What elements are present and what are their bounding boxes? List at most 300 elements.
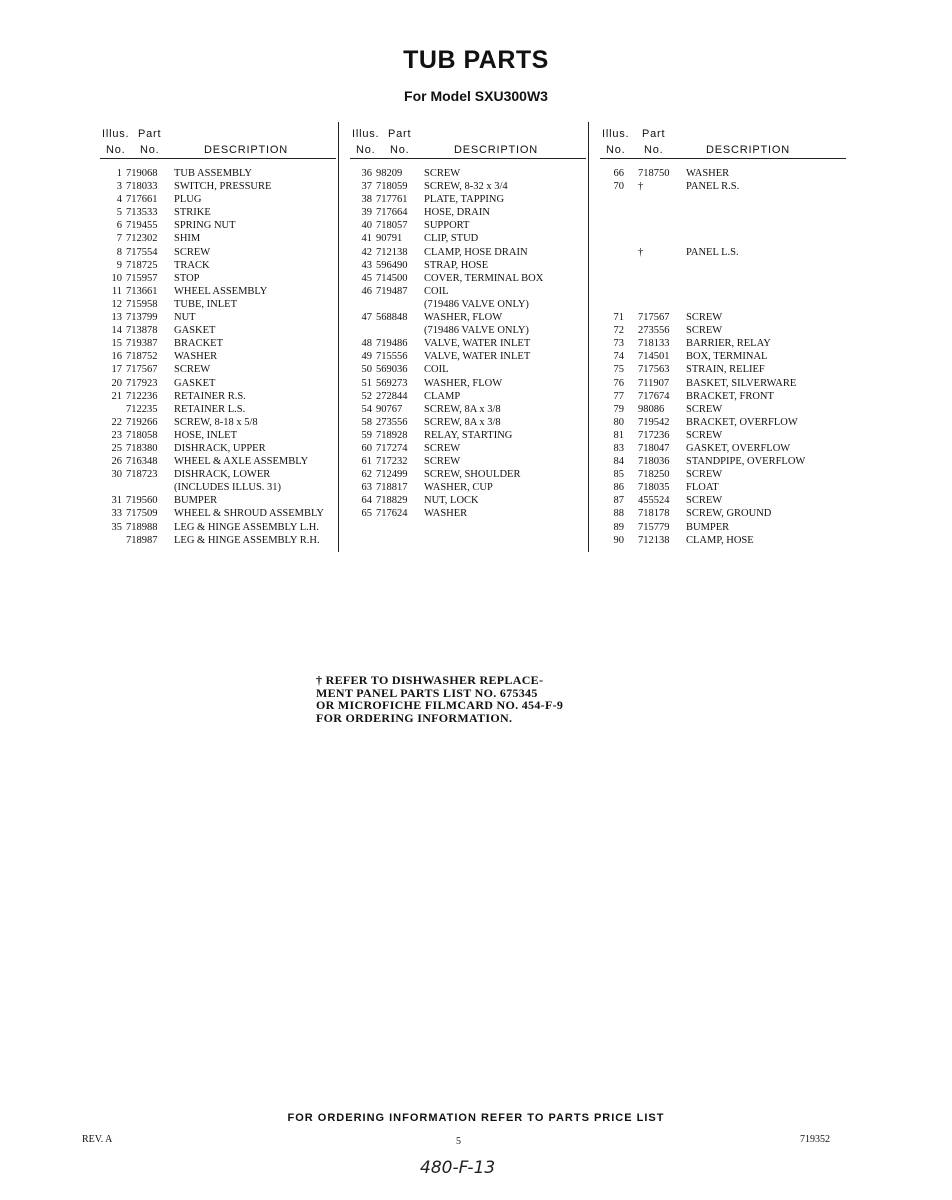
part-description: PLATE, TAPPING [424, 194, 505, 206]
part-description: VALVE, WATER INLET [424, 338, 531, 350]
parts-row [100, 219, 336, 232]
part-description: COIL [424, 285, 449, 297]
parts-row [100, 167, 336, 180]
part-description: SHIM [174, 233, 201, 245]
parts-column-3 [600, 126, 846, 547]
part-description: SWITCH, PRESSURE [174, 181, 272, 193]
header-no: No. [644, 144, 664, 156]
part-number: 717923 [126, 377, 158, 389]
part-number: 717664 [376, 207, 408, 219]
part-description: VALVE, WATER INLET [424, 351, 531, 363]
parts-row [600, 455, 846, 468]
part-description: SCREW, 8-18 x 5/8 [174, 416, 258, 428]
part-description: TRACK [174, 259, 210, 271]
part-description: BRACKET, FRONT [686, 390, 774, 402]
illus-number: 49 [361, 351, 372, 363]
parts-row [100, 180, 336, 193]
illus-number: 1 [116, 168, 122, 179]
parts-row [600, 324, 846, 337]
footnote-line: FOR ORDERING INFORMATION. [316, 710, 513, 725]
part-number: 718750 [638, 168, 670, 179]
parts-row [600, 311, 846, 324]
part-number: 272844 [376, 390, 408, 402]
parts-row [350, 167, 586, 180]
part-description: HOSE, DRAIN [424, 207, 490, 219]
parts-row [100, 377, 336, 390]
part-description: NUT [174, 312, 196, 324]
part-description: BOX, TERMINAL [686, 351, 768, 363]
header-no: No. [606, 144, 626, 156]
illus-number: 21 [111, 390, 122, 402]
illus-number: 47 [361, 312, 372, 324]
illus-number: 12 [111, 298, 122, 310]
illus-number: 71 [613, 312, 624, 324]
part-description: RELAY, STARTING [424, 429, 513, 441]
parts-row [600, 390, 846, 403]
illus-number: 48 [361, 338, 372, 350]
part-description: STRAIN, RELIEF [686, 364, 765, 376]
illus-number: 43 [361, 259, 372, 271]
column-header [350, 126, 586, 159]
illus-number: 58 [361, 416, 372, 428]
part-number: 718047 [638, 442, 670, 454]
illus-number: 26 [111, 456, 122, 468]
part-number: 714500 [376, 272, 408, 284]
part-description: LEG & HINGE ASSEMBLY R.H. [174, 534, 320, 546]
parts-row [100, 363, 336, 376]
parts-row [600, 363, 846, 376]
illus-number: 20 [111, 377, 122, 389]
parts-row [350, 390, 586, 403]
part-description: SCREW [686, 403, 723, 415]
parts-row [350, 481, 586, 494]
part-number: 719486 [376, 338, 408, 350]
parts-row [350, 206, 586, 219]
illus-number: 31 [111, 495, 122, 507]
parts-row [600, 521, 846, 534]
part-number: 717554 [126, 246, 158, 258]
parts-row [100, 206, 336, 219]
illus-number: 81 [613, 429, 624, 441]
part-number: 569036 [376, 364, 408, 376]
part-number: 718058 [126, 429, 158, 441]
illus-number: 77 [613, 390, 624, 402]
parts-row [600, 534, 846, 547]
part-number: 718035 [638, 482, 670, 494]
part-description: SCREW [424, 456, 461, 468]
part-description: PLUG [174, 194, 202, 206]
illus-number: 3 [116, 181, 122, 193]
header-illus: Illus. [102, 128, 130, 140]
part-description: SPRING NUT [174, 220, 236, 232]
illus-number: 41 [361, 233, 372, 245]
part-number: 712138 [638, 534, 670, 546]
illus-number: 63 [361, 482, 372, 494]
column-divider [588, 122, 589, 552]
parts-row [600, 206, 846, 219]
part-description: WASHER, FLOW [424, 312, 503, 324]
header-no: No. [106, 144, 126, 156]
parts-row [100, 494, 336, 507]
column-divider [338, 122, 339, 552]
part-number: 717563 [638, 364, 670, 376]
illus-number: 79 [613, 403, 624, 415]
illus-number: 89 [613, 521, 624, 533]
illus-number: 90 [613, 534, 624, 546]
part-number: 712235 [126, 403, 158, 415]
part-number: 569273 [376, 377, 408, 389]
part-description: (719486 VALVE ONLY) [424, 325, 529, 337]
part-description: CLAMP, HOSE [686, 534, 754, 546]
parts-row [350, 429, 586, 442]
column-header [600, 126, 846, 159]
part-description: PANEL R.S. [686, 181, 740, 193]
part-description: CLAMP [424, 390, 461, 402]
illus-number: 39 [361, 207, 372, 219]
parts-row [350, 377, 586, 390]
illus-number: 59 [361, 429, 372, 441]
parts-column-2 [350, 126, 586, 521]
parts-row [600, 232, 846, 245]
footnote-line: † REFER TO DISHWASHER REPLACE- [316, 673, 544, 687]
part-number: 718988 [126, 521, 158, 533]
parts-row [600, 416, 846, 429]
parts-row [350, 363, 586, 376]
ordering-footer: FOR ORDERING INFORMATION REFER TO PARTS PRICE LIST [287, 1112, 665, 1124]
illus-number: 16 [111, 351, 122, 363]
part-number: 716348 [126, 456, 158, 468]
illus-number: 60 [361, 442, 372, 454]
part-number: 718178 [638, 508, 670, 520]
part-number: 712236 [126, 390, 158, 402]
illus-number: 70 [613, 181, 624, 193]
part-number: 718133 [638, 338, 670, 350]
illus-number: 65 [361, 508, 372, 520]
parts-row [100, 481, 336, 494]
part-number: 718036 [638, 456, 670, 468]
parts-row [100, 429, 336, 442]
illus-number: 85 [613, 469, 624, 481]
part-number: 719455 [126, 220, 158, 232]
header-description: DESCRIPTION [706, 144, 790, 156]
part-description: NUT, LOCK [424, 495, 479, 507]
part-description: SCREW, SHOULDER [424, 469, 521, 481]
part-number: 98209 [376, 168, 403, 179]
illus-number: 54 [361, 403, 372, 415]
part-description: COVER, TERMINAL BOX [424, 272, 544, 284]
part-number: 719068 [126, 168, 158, 179]
parts-column-1 [100, 126, 336, 547]
illus-number: 51 [361, 377, 372, 389]
parts-row [100, 246, 336, 259]
part-description: STOP [174, 272, 200, 284]
part-description: SCREW [174, 246, 211, 258]
part-number: 718928 [376, 429, 408, 441]
page-title: TUB PARTS [403, 46, 549, 74]
part-description: SCREW, 8-32 x 3/4 [424, 181, 508, 193]
parts-rows [350, 167, 586, 521]
parts-row [100, 416, 336, 429]
parts-row [100, 337, 336, 350]
illus-number: 42 [361, 246, 372, 258]
part-description: SCREW, 8A x 3/8 [424, 403, 501, 415]
illus-number: 87 [613, 495, 624, 507]
illus-number: 10 [111, 272, 122, 284]
illus-number: 88 [613, 508, 624, 520]
illus-number: 30 [111, 469, 122, 481]
part-number: 718723 [126, 469, 158, 481]
parts-row [100, 324, 336, 337]
parts-row [350, 219, 586, 232]
illus-number: 45 [361, 272, 372, 284]
part-number: 715958 [126, 298, 158, 310]
part-number: 719560 [126, 495, 158, 507]
illus-number: 75 [613, 364, 624, 376]
part-number: 713533 [126, 207, 158, 219]
part-description: (INCLUDES ILLUS. 31) [174, 482, 282, 494]
parts-rows [600, 167, 846, 547]
part-number: 719266 [126, 416, 158, 428]
illus-number: 38 [361, 194, 372, 206]
illus-number: 23 [111, 429, 122, 441]
part-number: 717232 [376, 456, 408, 468]
part-number: 719387 [126, 338, 158, 350]
dagger-footnote [316, 674, 636, 724]
parts-row [600, 429, 846, 442]
part-description: SCREW, 8A x 3/8 [424, 416, 501, 428]
part-number: 596490 [376, 259, 408, 271]
parts-row [100, 403, 336, 416]
part-number: 718817 [376, 482, 408, 494]
part-description: WHEEL & AXLE ASSEMBLY [174, 456, 309, 468]
part-description: SCREW, GROUND [686, 508, 772, 520]
revision-label: REV. A [82, 1134, 113, 1145]
part-number: 719487 [376, 285, 408, 297]
part-number: 718057 [376, 220, 408, 232]
part-description: WASHER, CUP [424, 482, 493, 494]
parts-row [350, 507, 586, 520]
parts-row [350, 232, 586, 245]
part-description: TUB ASSEMBLY [174, 168, 253, 179]
illus-number: 40 [361, 220, 372, 232]
header-no: No. [390, 144, 410, 156]
parts-row [600, 180, 846, 193]
illus-number: 66 [613, 168, 624, 179]
illus-number: 84 [613, 456, 624, 468]
part-description: STRAP, HOSE [424, 259, 489, 271]
part-number: 90767 [376, 403, 403, 415]
part-number: 717661 [126, 194, 158, 206]
part-number: 714501 [638, 351, 670, 363]
parts-row [350, 403, 586, 416]
part-number: 718250 [638, 469, 670, 481]
illus-number: 36 [361, 168, 372, 179]
part-number: 717567 [126, 364, 158, 376]
illus-number: 7 [116, 233, 122, 245]
part-description: BRACKET, OVERFLOW [686, 416, 798, 428]
parts-row [350, 416, 586, 429]
part-number: 273556 [638, 325, 670, 337]
header-no: No. [356, 144, 376, 156]
part-description: CLIP, STUD [424, 233, 479, 245]
illus-number: 35 [111, 521, 122, 533]
part-number: 715779 [638, 521, 670, 533]
parts-row [600, 377, 846, 390]
illus-number: 80 [613, 416, 624, 428]
parts-row [350, 246, 586, 259]
parts-row [600, 193, 846, 206]
illus-number: 25 [111, 442, 122, 454]
illus-number: 64 [361, 495, 372, 507]
handwritten-annotation: 480-F-13 [420, 1158, 496, 1178]
header-description: DESCRIPTION [454, 144, 538, 156]
illus-number: 5 [116, 207, 122, 219]
part-description: BRACKET [174, 338, 224, 350]
parts-row [100, 521, 336, 534]
part-number: † [638, 246, 644, 258]
illus-number: 46 [361, 285, 372, 297]
parts-row [600, 403, 846, 416]
part-description: COIL [424, 364, 449, 376]
header-illus: Illus. [352, 128, 380, 140]
parts-row [350, 298, 586, 311]
parts-row [350, 285, 586, 298]
part-number: 712499 [376, 469, 408, 481]
part-number: 718725 [126, 259, 158, 271]
part-number: 717236 [638, 429, 670, 441]
parts-row [100, 232, 336, 245]
part-number: 715556 [376, 351, 408, 363]
illus-number: 8 [116, 246, 122, 258]
part-description: DISHRACK, UPPER [174, 442, 266, 454]
part-description: GASKET [174, 325, 216, 337]
part-number: 568848 [376, 312, 408, 324]
illus-number: 6 [116, 220, 122, 232]
part-number: 718033 [126, 181, 158, 193]
illus-number: 76 [613, 377, 624, 389]
part-number: 718059 [376, 181, 408, 193]
header-description: DESCRIPTION [204, 144, 288, 156]
parts-row [100, 468, 336, 481]
illus-number: 83 [613, 442, 624, 454]
part-description: DISHRACK, LOWER [174, 469, 271, 481]
parts-row [350, 494, 586, 507]
parts-row [350, 442, 586, 455]
parts-row [100, 285, 336, 298]
illus-number: 15 [111, 338, 122, 350]
parts-row [350, 324, 586, 337]
parts-row [350, 272, 586, 285]
header-part: Part [138, 128, 162, 140]
part-description: SCREW [424, 168, 461, 179]
page-number: 5 [456, 1136, 461, 1147]
parts-row [100, 390, 336, 403]
part-description: WASHER, FLOW [424, 377, 503, 389]
part-description: RETAINER L.S. [174, 403, 246, 415]
part-description: BARRIER, RELAY [686, 338, 771, 350]
parts-row [350, 350, 586, 363]
part-number: 718380 [126, 442, 158, 454]
parts-row [100, 455, 336, 468]
illus-number: 17 [111, 364, 122, 376]
parts-row [600, 337, 846, 350]
parts-row [100, 442, 336, 455]
parts-row [100, 259, 336, 272]
part-number: 717761 [376, 194, 408, 206]
part-number: 719542 [638, 416, 670, 428]
parts-row [100, 272, 336, 285]
part-description: STRIKE [174, 207, 211, 219]
parts-row [100, 350, 336, 363]
part-description: HOSE, INLET [174, 429, 237, 441]
part-number: 718987 [126, 534, 158, 546]
parts-row [600, 481, 846, 494]
parts-row [600, 219, 846, 232]
part-description: SUPPORT [424, 220, 470, 232]
header-no: No. [140, 144, 160, 156]
part-description: BASKET, SILVERWARE [686, 377, 797, 389]
part-description: GASKET [174, 377, 216, 389]
part-number: 717509 [126, 508, 158, 520]
illus-number: 86 [613, 482, 624, 494]
part-description: TUBE, INLET [174, 298, 237, 310]
illus-number: 9 [116, 259, 122, 271]
part-number: † [638, 181, 644, 193]
header-part: Part [388, 128, 412, 140]
part-number: 717624 [376, 508, 408, 520]
part-description: CLAMP, HOSE DRAIN [424, 246, 528, 258]
part-number: 713799 [126, 312, 158, 324]
part-description: BUMPER [686, 521, 730, 533]
part-description: GASKET, OVERFLOW [686, 442, 791, 454]
part-description: SCREW [686, 429, 723, 441]
parts-row [100, 311, 336, 324]
parts-row [600, 259, 846, 272]
parts-row [600, 442, 846, 455]
illus-number: 62 [361, 469, 372, 481]
part-description: STANDPIPE, OVERFLOW [686, 456, 806, 468]
parts-row [350, 193, 586, 206]
parts-row [350, 311, 586, 324]
part-number: 90791 [376, 233, 403, 245]
illus-number: 14 [111, 325, 122, 337]
part-number: 718752 [126, 351, 158, 363]
illus-number: 4 [116, 194, 122, 206]
part-description: SCREW [174, 364, 211, 376]
parts-row [350, 455, 586, 468]
part-description: SCREW [686, 325, 723, 337]
illus-number: 73 [613, 338, 624, 350]
part-description: LEG & HINGE ASSEMBLY L.H. [174, 521, 319, 533]
part-description: FLOAT [686, 482, 719, 494]
footnote-line: MENT PANEL PARTS LIST NO. 675345 [316, 685, 538, 700]
part-number: 713661 [126, 285, 158, 297]
parts-row [600, 285, 846, 298]
header-part: Part [642, 128, 666, 140]
parts-row [350, 180, 586, 193]
model-subtitle: For Model SXU300W3 [404, 88, 548, 104]
parts-row [600, 272, 846, 285]
parts-row [600, 298, 846, 311]
footnote-line: OR MICROFICHE FILMCARD NO. 454-F-9 [316, 698, 564, 712]
part-number: 717274 [376, 442, 408, 454]
part-description: WHEEL & SHROUD ASSEMBLY [174, 508, 324, 520]
part-description: (719486 VALVE ONLY) [424, 298, 529, 310]
part-description: WASHER [686, 168, 730, 179]
part-description: PANEL L.S. [686, 246, 739, 258]
part-description: SCREW [424, 442, 461, 454]
part-description: WASHER [424, 508, 468, 520]
